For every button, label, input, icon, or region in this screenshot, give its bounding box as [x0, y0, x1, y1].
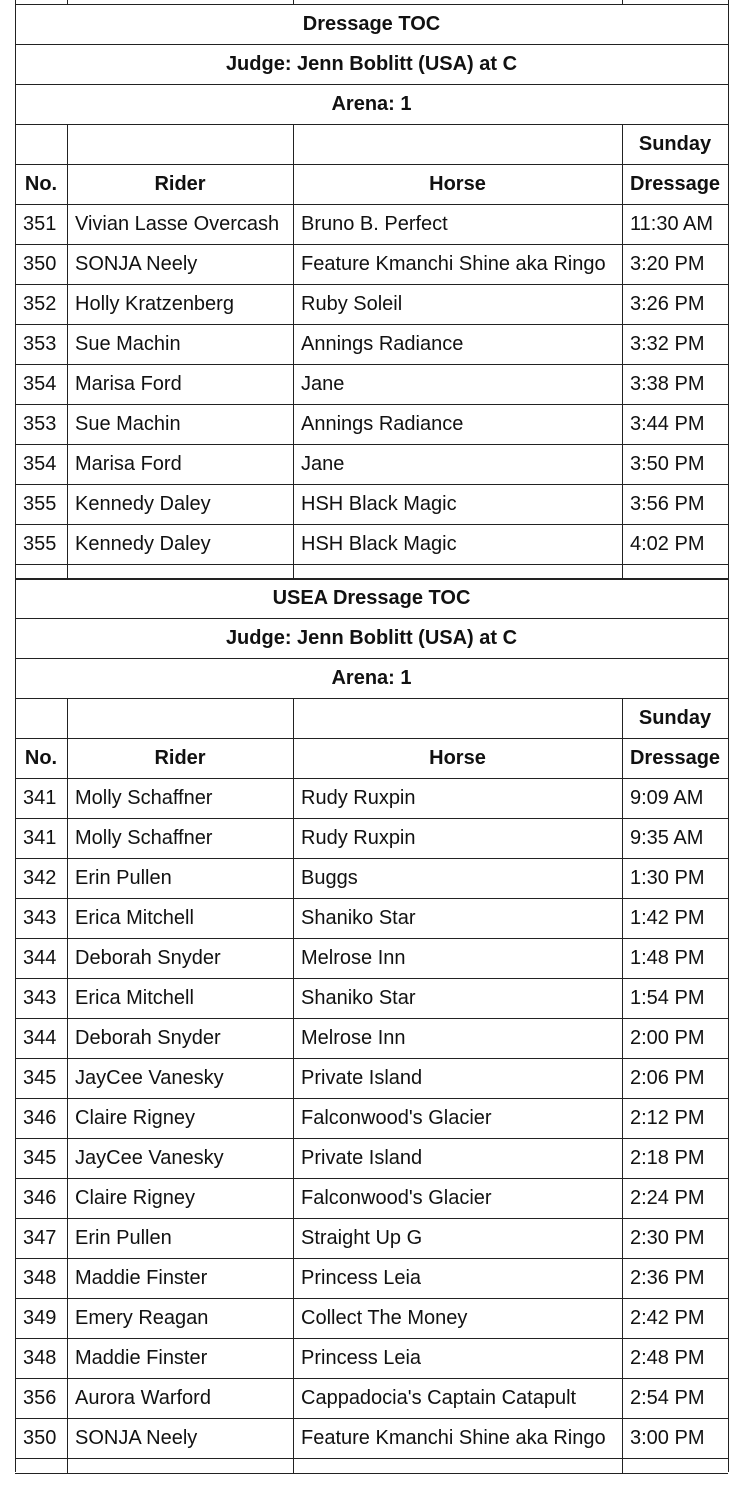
- cell-number: 348: [23, 1347, 57, 1369]
- cell-horse: Cappadocia's Captain Catapult: [301, 1387, 577, 1409]
- cell-rider: Kennedy Daley: [75, 533, 211, 555]
- cell-rider: Molly Schaffner: [75, 787, 213, 809]
- cell-horse: Annings Radiance: [301, 413, 464, 435]
- cell-number: 350: [23, 253, 57, 275]
- cell-rider: SONJA Neely: [75, 253, 198, 275]
- cell-dressage-time: 2:24 PM: [630, 1187, 705, 1209]
- cell-number: 354: [23, 453, 57, 475]
- cell-rider: Claire Rigney: [75, 1107, 196, 1129]
- cell-rider: JayCee Vanesky: [75, 1147, 224, 1169]
- cell-number: 343: [23, 907, 57, 929]
- cell-horse: HSH Black Magic: [301, 533, 457, 555]
- column-divider: [67, 698, 68, 1473]
- cell-dressage-time: 3:50 PM: [630, 453, 705, 475]
- row-divider: [15, 1473, 728, 1474]
- cell-dressage-time: 2:18 PM: [630, 1147, 705, 1169]
- row-divider: [15, 658, 728, 659]
- cell-rider: Maddie Finster: [75, 1347, 208, 1369]
- cell-horse: Collect The Money: [301, 1307, 468, 1329]
- cell-horse: Shaniko Star: [301, 907, 416, 929]
- cell-dressage-time: 3:26 PM: [630, 293, 705, 315]
- cell-rider: JayCee Vanesky: [75, 1067, 224, 1089]
- cell-horse: Bruno B. Perfect: [301, 213, 448, 235]
- column-header-no: No.: [24, 747, 58, 769]
- cell-number: 346: [23, 1107, 57, 1129]
- cell-dressage-time: 2:42 PM: [630, 1307, 705, 1329]
- cell-rider: Deborah Snyder: [75, 1027, 221, 1049]
- row-divider: [15, 578, 728, 579]
- cell-horse: Private Island: [301, 1147, 423, 1169]
- cell-horse: Falconwood's Glacier: [301, 1107, 492, 1129]
- cell-dressage-time: 1:42 PM: [630, 907, 705, 929]
- cell-number: 344: [23, 1027, 57, 1049]
- cell-number: 347: [23, 1227, 57, 1249]
- column-header-no: No.: [24, 173, 58, 195]
- column-header-dressage: Dressage: [629, 747, 721, 769]
- cell-rider: Sue Machin: [75, 413, 181, 435]
- cell-dressage-time: 1:54 PM: [630, 987, 705, 1009]
- cell-dressage-time: 2:06 PM: [630, 1067, 705, 1089]
- column-header-dressage: Dressage: [629, 173, 721, 195]
- column-header-rider: Rider: [154, 173, 206, 195]
- table-right-border: [728, 0, 729, 1472]
- column-divider: [293, 124, 294, 579]
- cell-number: 344: [23, 947, 57, 969]
- cell-horse: Feature Kmanchi Shine aka Ringo: [301, 1427, 606, 1449]
- row-divider: [15, 84, 728, 85]
- cell-number: 355: [23, 533, 57, 555]
- cell-rider: Aurora Warford: [75, 1387, 211, 1409]
- column-divider: [622, 124, 623, 579]
- judge-line: Judge: Jenn Boblitt (USA) at C: [225, 53, 518, 75]
- cell-rider: Deborah Snyder: [75, 947, 221, 969]
- column-divider: [67, 124, 68, 579]
- cell-rider: Kennedy Daley: [75, 493, 211, 515]
- cell-rider: Erin Pullen: [75, 1227, 172, 1249]
- column-header-horse: Horse: [429, 173, 486, 195]
- cell-dressage-time: 3:00 PM: [630, 1427, 705, 1449]
- cell-number: 345: [23, 1067, 57, 1089]
- cell-dressage-time: 3:56 PM: [630, 493, 705, 515]
- header-day: Sunday: [638, 707, 712, 729]
- cell-number: 341: [23, 827, 57, 849]
- cell-rider: Erica Mitchell: [75, 987, 194, 1009]
- cell-horse: Melrose Inn: [301, 947, 406, 969]
- cell-dressage-time: 2:00 PM: [630, 1027, 705, 1049]
- cell-dressage-time: 3:20 PM: [630, 253, 705, 275]
- cell-dressage-time: 11:30 AM: [630, 213, 714, 235]
- cell-dressage-time: 3:38 PM: [630, 373, 705, 395]
- arena-line: Arena: 1: [331, 667, 412, 689]
- cell-horse: Shaniko Star: [301, 987, 416, 1009]
- cell-dressage-time: 4:02 PM: [630, 533, 705, 555]
- row-divider: [15, 4, 728, 5]
- cell-horse: Princess Leia: [301, 1267, 422, 1289]
- column-header-horse: Horse: [429, 747, 486, 769]
- cell-horse: Straight Up G: [301, 1227, 423, 1249]
- cell-number: 345: [23, 1147, 57, 1169]
- cell-horse: Melrose Inn: [301, 1027, 406, 1049]
- cell-rider: Maddie Finster: [75, 1267, 208, 1289]
- cell-horse: Jane: [301, 453, 345, 475]
- cell-horse: Falconwood's Glacier: [301, 1187, 492, 1209]
- cell-rider: Holly Kratzenberg: [75, 293, 234, 315]
- cell-number: 342: [23, 867, 57, 889]
- cell-dressage-time: 2:36 PM: [630, 1267, 705, 1289]
- judge-line: Judge: Jenn Boblitt (USA) at C: [225, 627, 518, 649]
- cell-rider: Vivian Lasse Overcash: [75, 213, 280, 235]
- cell-horse: Ruby Soleil: [301, 293, 403, 315]
- cell-rider: Erica Mitchell: [75, 907, 194, 929]
- cell-dressage-time: 9:09 AM: [630, 787, 704, 809]
- cell-number: 346: [23, 1187, 57, 1209]
- cell-rider: Emery Reagan: [75, 1307, 209, 1329]
- row-divider: [15, 44, 728, 45]
- cell-horse: HSH Black Magic: [301, 493, 457, 515]
- cell-rider: Claire Rigney: [75, 1187, 196, 1209]
- cell-number: 355: [23, 493, 57, 515]
- cell-horse: Feature Kmanchi Shine aka Ringo: [301, 253, 606, 275]
- cell-rider: SONJA Neely: [75, 1427, 198, 1449]
- row-divider: [15, 579, 728, 580]
- cell-dressage-time: 1:48 PM: [630, 947, 705, 969]
- cell-horse: Rudy Ruxpin: [301, 787, 416, 809]
- cell-horse: Jane: [301, 373, 345, 395]
- cell-number: 341: [23, 787, 57, 809]
- cell-dressage-time: 2:48 PM: [630, 1347, 705, 1369]
- cell-number: 353: [23, 413, 57, 435]
- section-title: Dressage TOC: [302, 13, 441, 35]
- cell-horse: Buggs: [301, 867, 358, 889]
- cell-dressage-time: 2:12 PM: [630, 1107, 705, 1129]
- cell-number: 354: [23, 373, 57, 395]
- cell-rider: Erin Pullen: [75, 867, 172, 889]
- cell-horse: Princess Leia: [301, 1347, 422, 1369]
- cell-number: 352: [23, 293, 57, 315]
- header-day: Sunday: [638, 133, 712, 155]
- cell-dressage-time: 3:44 PM: [630, 413, 705, 435]
- cell-number: 349: [23, 1307, 57, 1329]
- cell-number: 350: [23, 1427, 57, 1449]
- column-divider: [622, 698, 623, 1473]
- cell-rider: Marisa Ford: [75, 453, 182, 475]
- cell-number: 343: [23, 987, 57, 1009]
- cell-number: 348: [23, 1267, 57, 1289]
- cell-horse: Rudy Ruxpin: [301, 827, 416, 849]
- table-left-border: [15, 0, 16, 1472]
- section-title: USEA Dressage TOC: [272, 587, 471, 609]
- cell-number: 351: [23, 213, 57, 235]
- cell-rider: Molly Schaffner: [75, 827, 213, 849]
- cell-number: 356: [23, 1387, 57, 1409]
- cell-dressage-time: 1:30 PM: [630, 867, 705, 889]
- cell-horse: Annings Radiance: [301, 333, 464, 355]
- column-divider: [293, 698, 294, 1473]
- cell-dressage-time: 2:30 PM: [630, 1227, 705, 1249]
- cell-dressage-time: 3:32 PM: [630, 333, 705, 355]
- row-divider: [15, 618, 728, 619]
- cell-horse: Private Island: [301, 1067, 423, 1089]
- cell-number: 353: [23, 333, 57, 355]
- cell-rider: Marisa Ford: [75, 373, 182, 395]
- column-header-rider: Rider: [154, 747, 206, 769]
- arena-line: Arena: 1: [331, 93, 412, 115]
- cell-rider: Sue Machin: [75, 333, 181, 355]
- cell-dressage-time: 2:54 PM: [630, 1387, 705, 1409]
- cell-dressage-time: 9:35 AM: [630, 827, 704, 849]
